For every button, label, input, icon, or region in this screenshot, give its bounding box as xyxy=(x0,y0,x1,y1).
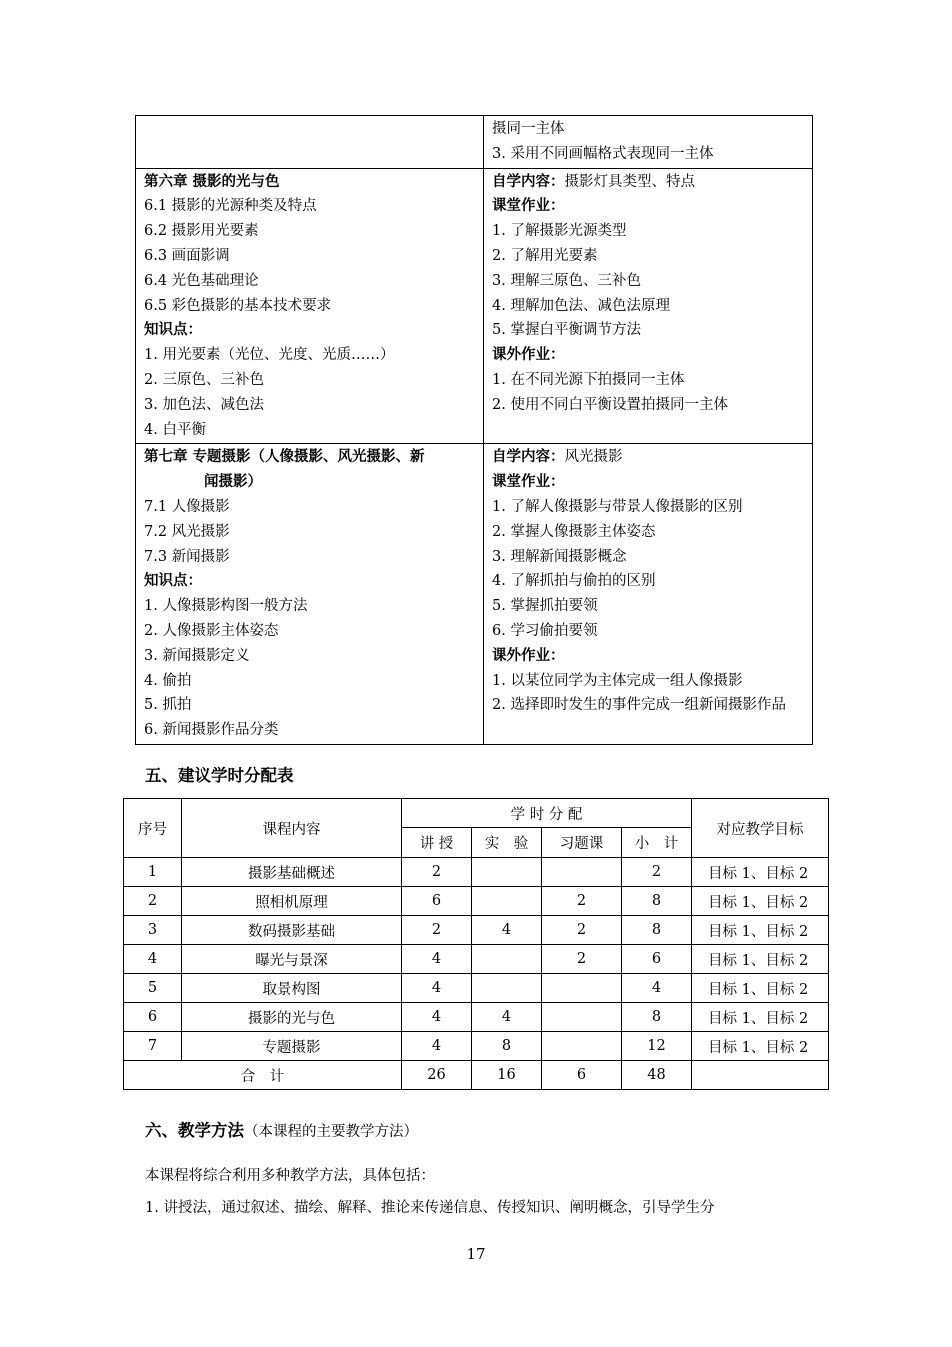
section-item: 7.3 新闻摄影 xyxy=(144,548,230,565)
header-allocation: 学 时 分 配 xyxy=(402,799,692,828)
section-item: 6.4 光色基础理论 xyxy=(144,272,259,289)
cell: 2 xyxy=(124,887,182,916)
knowledge-item: 2. 三原色、三补色 xyxy=(144,371,264,388)
header-lecture: 讲 授 xyxy=(402,828,472,858)
paragraph: 1. 讲授法，通过叙述、描绘、解释、推论来传递信息、传授知识、阐明概念，引导学生分 xyxy=(145,1200,715,1216)
cell: 曝光与景深 xyxy=(182,945,402,974)
section-item: 7.2 风光摄影 xyxy=(144,523,230,540)
syllabus-table xyxy=(135,115,813,745)
cell: 专题摄影 xyxy=(182,1032,402,1061)
class-work-item: 6. 学习偷拍要领 xyxy=(492,622,598,639)
self-study-text: 摄影灯具类型、特点 xyxy=(564,173,695,190)
cell xyxy=(472,858,542,887)
extra-work-label: 课外作业： xyxy=(492,646,565,664)
section-item: 7.1 人像摄影 xyxy=(144,498,230,515)
total-label: 合 计 xyxy=(124,1061,402,1090)
class-work-label: 课堂作业： xyxy=(492,197,565,215)
cell xyxy=(472,974,542,1003)
cell: 2 xyxy=(622,858,692,887)
table-row xyxy=(124,887,829,916)
section-item: 6.2 摄影用光要素 xyxy=(144,223,259,240)
section-item: 6.1 摄影的光源种类及特点 xyxy=(144,198,317,215)
extra-work-label: 课外作业： xyxy=(492,346,565,364)
table-row xyxy=(136,116,813,169)
cell: 目标 1、目标 2 xyxy=(692,1003,829,1032)
cell: 8 xyxy=(622,1003,692,1032)
text-line: 3. 采用不同画幅格式表现同一主体 xyxy=(492,145,714,162)
table-row xyxy=(124,858,829,887)
table-row xyxy=(124,1032,829,1061)
cell: 3 xyxy=(124,916,182,945)
syllabus-cell-left xyxy=(136,116,484,169)
section-note: （本课程的主要教学方法） xyxy=(244,1124,418,1140)
cell: 6 xyxy=(402,887,472,916)
knowledge-item: 2. 人像摄影主体姿态 xyxy=(144,622,279,639)
chapter-title: 第六章 摄影的光与色 xyxy=(144,172,280,190)
class-work-item: 1. 了解人像摄影与带景人像摄影的区别 xyxy=(492,498,743,515)
cell: 2 xyxy=(542,916,622,945)
total-goal xyxy=(692,1061,829,1090)
table-row xyxy=(136,444,813,745)
cell xyxy=(542,974,622,1003)
class-work-item: 2. 掌握人像摄影主体姿态 xyxy=(492,523,656,540)
cell: 目标 1、目标 2 xyxy=(692,916,829,945)
hours-table xyxy=(123,798,829,1090)
cell: 6 xyxy=(124,1003,182,1032)
page-number: 17 xyxy=(466,1245,486,1263)
cell: 4 xyxy=(402,974,472,1003)
cell xyxy=(542,858,622,887)
syllabus-cell-left xyxy=(136,168,484,444)
table-row xyxy=(124,945,829,974)
table-total-row xyxy=(124,1061,829,1090)
class-work-item: 2. 了解用光要素 xyxy=(492,247,598,264)
cell: 4 xyxy=(472,916,542,945)
paragraph: 本课程将综合利用多种教学方法，具体包括： xyxy=(145,1168,435,1184)
self-study-text: 风光摄影 xyxy=(564,449,623,466)
extra-work-item: 2. 选择即时发生的事件完成一组新闻摄影作品 xyxy=(492,697,786,714)
syllabus-cell-right xyxy=(484,168,813,444)
cell: 照相机原理 xyxy=(182,887,402,916)
knowledge-item: 1. 用光要素（光位、光度、光质……） xyxy=(144,347,395,364)
cell: 1 xyxy=(124,858,182,887)
cell: 摄影基础概述 xyxy=(182,858,402,887)
cell: 6 xyxy=(622,945,692,974)
cell: 2 xyxy=(402,916,472,945)
cell: 8 xyxy=(622,916,692,945)
knowledge-item: 3. 新闻摄影定义 xyxy=(144,647,250,664)
knowledge-item: 4. 白平衡 xyxy=(144,421,206,438)
class-work-item: 4. 了解抓拍与偷拍的区别 xyxy=(492,573,656,590)
header-subtotal: 小 计 xyxy=(622,828,692,858)
class-work-label: 课堂作业： xyxy=(492,473,565,491)
cell: 目标 1、目标 2 xyxy=(692,945,829,974)
cell: 8 xyxy=(622,887,692,916)
chapter-title-cont: 闻摄影） xyxy=(204,473,262,491)
total-exercise: 6 xyxy=(542,1061,622,1090)
total-experiment: 16 xyxy=(472,1061,542,1090)
cell: 4 xyxy=(124,945,182,974)
extra-work-item: 1. 以某位同学为主体完成一组人像摄影 xyxy=(492,672,743,689)
class-work-item: 3. 理解新闻摄影概念 xyxy=(492,548,627,565)
syllabus-cell-left xyxy=(136,444,484,745)
cell: 5 xyxy=(124,974,182,1003)
section-heading: 五、建议学时分配表 xyxy=(145,766,294,785)
chapter-title: 第七章 专题摄影（人像摄影、风光摄影、新 xyxy=(144,448,425,466)
extra-work-item: 2. 使用不同白平衡设置拍摄同一主体 xyxy=(492,396,728,413)
text-line: 摄同一主体 xyxy=(492,121,565,137)
table-row xyxy=(124,974,829,1003)
knowledge-item: 4. 偷拍 xyxy=(144,672,192,689)
knowledge-item: 5. 抓拍 xyxy=(144,697,192,714)
cell: 目标 1、目标 2 xyxy=(692,974,829,1003)
cell: 4 xyxy=(402,945,472,974)
class-work-item: 4. 理解加色法、减色法原理 xyxy=(492,297,670,314)
cell: 目标 1、目标 2 xyxy=(692,858,829,887)
header-experiment: 实 验 xyxy=(472,828,542,858)
class-work-item: 5. 掌握抓拍要领 xyxy=(492,598,598,615)
cell: 8 xyxy=(472,1032,542,1061)
cell: 取景构图 xyxy=(182,974,402,1003)
cell: 4 xyxy=(622,974,692,1003)
cell: 目标 1、目标 2 xyxy=(692,1032,829,1061)
knowledge-item: 6. 新闻摄影作品分类 xyxy=(144,722,279,739)
total-subtotal: 48 xyxy=(622,1061,692,1090)
cell: 2 xyxy=(402,858,472,887)
section-item: 6.5 彩色摄影的基本技术要求 xyxy=(144,297,332,314)
header-content: 课程内容 xyxy=(182,799,402,858)
cell xyxy=(542,1032,622,1061)
knowledge-item: 1. 人像摄影构图一般方法 xyxy=(144,598,308,615)
cell: 4 xyxy=(402,1003,472,1032)
header-exercise: 习题课 xyxy=(542,828,622,858)
total-lecture: 26 xyxy=(402,1061,472,1090)
cell: 摄影的光与色 xyxy=(182,1003,402,1032)
header-goal: 对应教学目标 xyxy=(692,799,829,858)
class-work-item: 1. 了解摄影光源类型 xyxy=(492,223,627,240)
cell xyxy=(472,887,542,916)
table-row xyxy=(124,1003,829,1032)
cell: 2 xyxy=(542,887,622,916)
cell: 数码摄影基础 xyxy=(182,916,402,945)
syllabus-cell-right xyxy=(484,444,813,745)
cell: 7 xyxy=(124,1032,182,1061)
cell: 4 xyxy=(402,1032,472,1061)
class-work-item: 5. 掌握白平衡调节方法 xyxy=(492,322,641,339)
class-work-item: 3. 理解三原色、三补色 xyxy=(492,272,641,289)
section-item: 6.3 画面影调 xyxy=(144,247,230,264)
extra-work-item: 1. 在不同光源下拍摄同一主体 xyxy=(492,371,685,388)
section-heading xyxy=(145,1117,418,1141)
knowledge-label: 知识点： xyxy=(144,572,202,590)
table-row xyxy=(124,916,829,945)
table-header-row xyxy=(124,799,829,828)
cell: 目标 1、目标 2 xyxy=(692,887,829,916)
table-row xyxy=(136,168,813,444)
cell: 12 xyxy=(622,1032,692,1061)
cell: 4 xyxy=(472,1003,542,1032)
cell xyxy=(542,1003,622,1032)
knowledge-label: 知识点： xyxy=(144,321,202,339)
header-index: 序号 xyxy=(124,799,182,858)
cell xyxy=(472,945,542,974)
cell: 2 xyxy=(542,945,622,974)
knowledge-item: 3. 加色法、减色法 xyxy=(144,396,264,413)
section-title: 六、教学方法 xyxy=(145,1121,244,1140)
self-study-label: 自学内容： xyxy=(492,448,565,466)
self-study-label: 自学内容： xyxy=(492,172,565,190)
syllabus-cell-right xyxy=(484,116,813,169)
